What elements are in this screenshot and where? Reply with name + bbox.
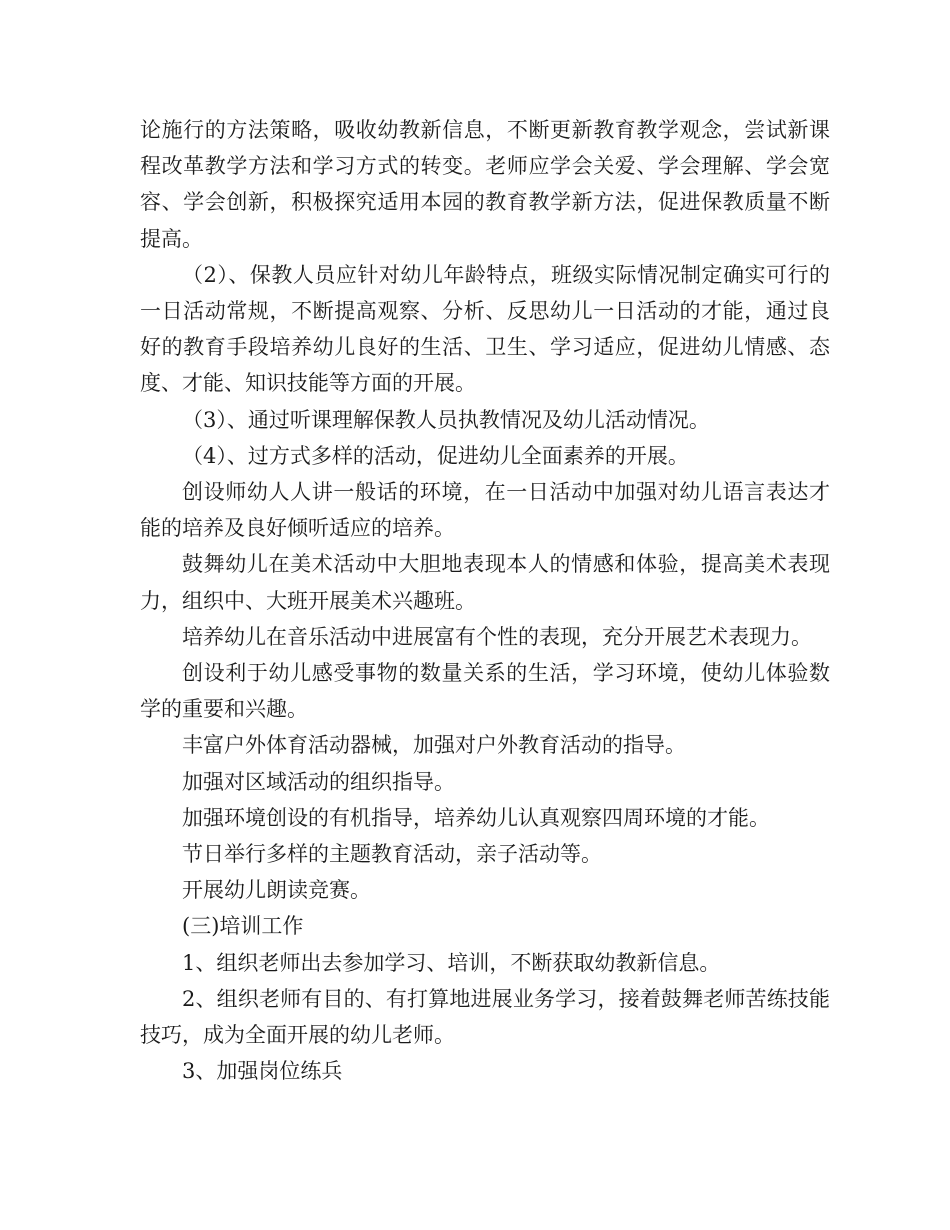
paragraph-4: （4）、过方式多样的活动，促进幼儿全面素养的开展。 <box>182 443 689 468</box>
paragraph-6: 鼓舞幼儿在美术活动中大胆地表现本人的情感和体验，提高美术表现力，组织中、大班开展美术兴趣班。 <box>140 552 830 613</box>
paragraph-11: 加强环境创设的有机指导，培养幼儿认真观察四周环境的才能。 <box>182 805 770 830</box>
list-item-3: 3、加强岗位练兵 <box>182 1059 343 1084</box>
paragraph-7: 培养幼儿在音乐活动中进展富有个性的表现，充分开展艺术表现力。 <box>182 624 812 649</box>
paragraph-9: 丰富户外体育活动器械，加强对户外教育活动的指导。 <box>182 733 686 758</box>
paragraph-3: （3）、通过听课理解保教人员执教情况及幼儿活动情况。 <box>182 407 710 432</box>
paragraph-1: 论施行的方法策略，吸收幼教新信息，不断更新教育教学观念，尝试新课程改革教学方法和学习方式的转变。老师应学会关爱、学会理解、学会宽容、学会创新，积极探究适用本园的教育教学新方法，促进保教质量不断提高。 <box>140 118 830 251</box>
paragraph-10: 加强对区域活动的组织指导。 <box>182 769 455 794</box>
document-body <box>140 112 830 1089</box>
list-item-1: 1、组织老师出去参加学习、培训，不断获取幼教新信息。 <box>182 950 721 975</box>
paragraph-5: 创设师幼人人讲一般话的环境，在一日活动中加强对幼儿语言表达才能的培养及良好倾听适应的培养。 <box>140 480 830 541</box>
paragraph-12: 节日举行多样的主题教育活动，亲子活动等。 <box>182 842 602 867</box>
paragraph-13: 开展幼儿朗读竞赛。 <box>182 878 371 903</box>
list-item-2: 2、组织老师有目的、有打算地进展业务学习，接着鼓舞老师苦练技能技巧，成为全面开展的幼儿老师。 <box>140 986 830 1048</box>
section-heading-training: (三)培训工作 <box>182 914 304 939</box>
paragraph-2: （2）、保教人员应针对幼儿年龄特点，班级实际情况制定确实可行的一日活动常规，不断提高观察、分析、反思幼儿一日活动的才能，通过良好的教育手段培养幼儿良好的生活、卫生、学习适应，促进幼儿情感、态度、才能、知识技能等方面的开展。 <box>140 262 830 396</box>
paragraph-8: 创设利于幼儿感受事物的数量关系的生活，学习环境，使幼儿体验数学的重要和兴趣。 <box>140 661 830 722</box>
